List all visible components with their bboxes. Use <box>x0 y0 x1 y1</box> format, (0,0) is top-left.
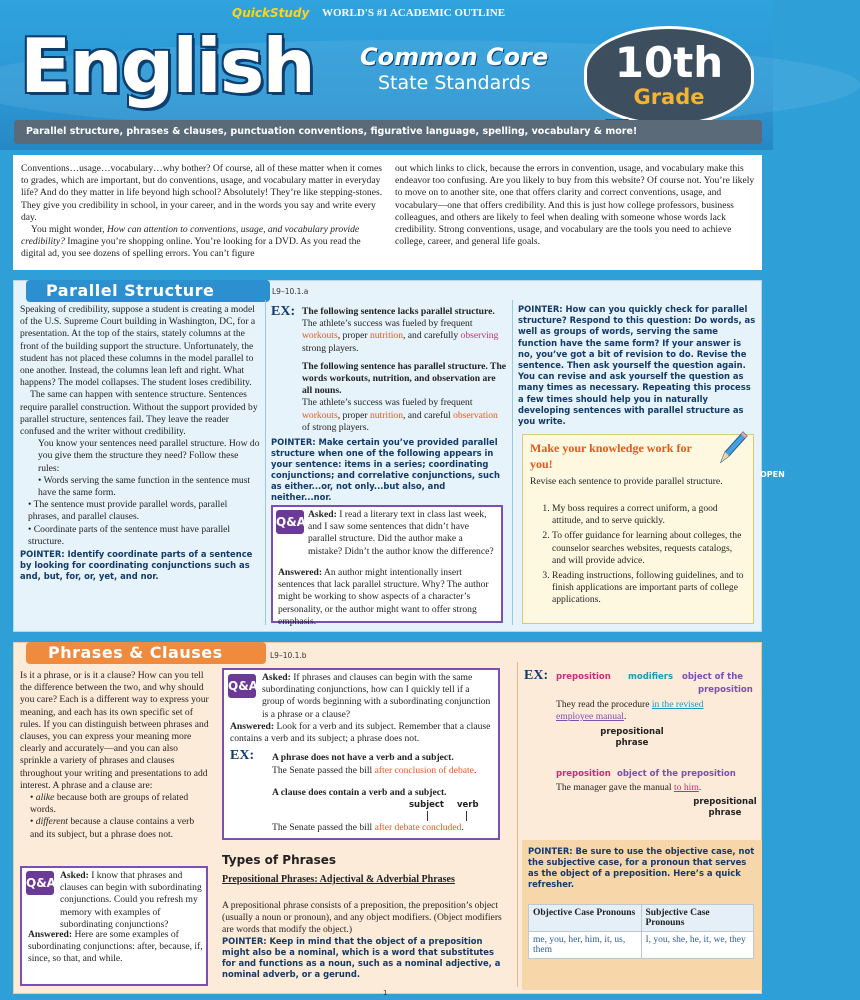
make-knowledge-title: Make your knowledge work for you! <box>530 441 692 471</box>
intro-paragraph-3: out which links to click, because the errors in convention, usage, and vocabulary make this endeavor too confusing. Are you likely to buy from this website? Of course not. You’re likely to move on to another site, one that offers clarity and correct conventions, usage, and vocabulary—one that offers credibility. And this is just how college professors, business colleagues, and others are likely to feel when dealing with someone whose words lack credibility. Strong conventions, usage, and vocabulary are the tools you need to achieve college, career, and general life goals. <box>395 163 755 248</box>
col3-pointer: POINTER: How can you quickly check for parallel structure? Respond to this question: Do words, as well as groups of words, serving the same function have the same form? If your answer is no, you’ve got a bit of revision to do. Revise the sentence. Then ask yourself the question again. You can revise and ask yourself the question as many times as necessary. Repeating this process a few times should help you in naturally developing sentences with parallel structure as you write. <box>518 304 756 427</box>
table-header: Objective Case Pronouns <box>529 905 642 932</box>
parallel-col1-p3: You know your sentences need parallel structure. How do you give them the structure they need? Follow these rules: <box>38 438 260 474</box>
qa1-q: I know that phrases and clauses can begin with subordinating conjunctions. Could you refresh my memory with examples of subordinating conjunctions? <box>60 870 202 930</box>
state-standards-title: State Standards <box>378 72 531 94</box>
s1-in: in the revised <box>651 699 704 710</box>
qa-answer: An author might intentionally insert sentences that lack parallel structure. Why? The author might be working to show aspects of a character’s personality, or the author might want to offer strong emphasis. <box>278 567 489 627</box>
ex1-w1: workouts <box>302 330 338 342</box>
clause-ex-sentence <box>272 822 497 834</box>
clause-ex-a: The Senate passed the bill <box>272 822 375 833</box>
ex1-head: The following sentence lacks parallel structure. <box>302 306 495 317</box>
phrases-intro: Is it a phrase, or is it a clause? How can you tell the difference between the two, and why should you care? Each is a different way to express your meaning, and each has its own specific set of rules. If you can distinguish between phrases and clauses, you can express your meaning more clearly and accurately—and you can also sprinkle a variety of phrases and clauses throughout your writing and presentations to add interest. A phrase and a clause are: <box>20 670 209 791</box>
ex1-a: The athlete’s success was fueled by frequent <box>302 318 473 330</box>
open-label: OPEN <box>760 470 785 479</box>
table-header: Subjective Case Pronouns <box>641 905 754 932</box>
label-prepositional-phrase-2: prepositional phrase <box>693 797 757 818</box>
ex1-w2: nutrition <box>369 330 403 342</box>
parallel-examples <box>302 306 507 434</box>
phrases-title: Phrases & Clauses <box>48 643 223 662</box>
page-number: 1 <box>383 989 388 997</box>
intro-column-1 <box>21 163 383 261</box>
intro-p2-em: How can attention to conventions, usage, and vocabulary provide credibility? <box>21 224 360 248</box>
ex-label: EX: <box>271 304 296 319</box>
rule-1-text: Words serving the same function in the sentence must have the same form. <box>38 474 251 499</box>
make-knowledge-intro: Revise each sentence to provide parallel structure. <box>530 476 723 487</box>
prep-paragraph: A prepositional phrase consists of a preposition, the preposition’s object (usually a noun or pronoun), and any object modifiers. (Object modifiers are words that modify the object.) <box>222 900 502 936</box>
label-prepositional-phrase: prepositional phrase <box>600 727 664 748</box>
label-object-2: preposition <box>698 685 753 695</box>
grade-word: Grade <box>633 85 705 109</box>
table-cell: I, you, she, he, it, we, they <box>641 932 754 959</box>
qa-parallel-text <box>308 509 498 558</box>
types-title: Types of Phrases <box>222 853 337 867</box>
label-preposition: preposition <box>556 672 611 682</box>
qa2-a: Look for a verb and its subject. Remember that a clause contains a verb and its subject; a phrase does not. <box>230 721 491 745</box>
qa1-question <box>60 870 204 931</box>
bullet-alike: • alike because both are groups of related words. <box>30 792 189 816</box>
mk-item-3: 3. Reading instructions, following guidelines, and to finish applications are important parts of college applications. <box>552 570 745 607</box>
rule-2: • The sentence must provide parallel words, parallel phrases, and parallel clauses. <box>28 499 228 523</box>
qa2-answered: Answered: <box>230 721 275 732</box>
pencil-icon <box>715 428 749 468</box>
intro-panel <box>13 155 762 270</box>
pronoun-table <box>528 904 754 959</box>
different-text: because a clause contains a verb and its subject, but a phrase does not. <box>30 816 195 840</box>
clause-ex-b: . <box>461 822 464 833</box>
label-verb: verb <box>457 800 479 810</box>
rule-2-text: The sentence must provide parallel words, parallel phrases, and parallel clauses. <box>28 499 228 523</box>
ex1-d: strong players. <box>302 342 359 354</box>
divider <box>517 662 518 987</box>
mk-item-1: 1. My boss requires a correct uniform, a good attitude, and to serve quickly. <box>552 503 745 527</box>
label-preposition-2: preposition <box>556 769 611 779</box>
qa-parallel-answer <box>278 567 498 628</box>
ex1-sentence <box>302 318 507 355</box>
make-knowledge-list <box>530 503 745 607</box>
parallel-structure-title: Parallel Structure <box>46 281 215 300</box>
ex2-a: The athlete’s success was fueled by frequent <box>302 397 473 409</box>
qa2-q: If phrases and clauses can begin with the same subordinating conjunctions, how can I quickly tell if a group of words beginning with a subordinating conjunction is a phrase or a clause? <box>262 672 491 720</box>
ex-label: EX: <box>524 668 549 683</box>
parallel-col1-p1: Speaking of credibility, suppose a student is creating a model of the U.S. Supreme Court building in Washington, DC, for a presentation. At the top of the stairs, stately columns at the front of the building support the structure. Unfortunately, the student has not placed these columns in the model parallel to one another. Instead, the columns lean left and right. What happens? The model collapses. The student loses credibility. <box>20 304 256 389</box>
page-title: English <box>20 22 314 110</box>
clause-ex-head: A clause does contain a verb and a subject. <box>272 787 447 798</box>
ex2-sentence <box>302 397 507 434</box>
ex2-head: The following sentence has parallel structure. The words workouts, nutrition, and observation are all nouns. <box>302 360 507 397</box>
rule-3-text: Coordinate parts of the sentence must have parallel structure. <box>28 523 231 547</box>
qa-question: I read a literary text in class last week, and I saw some sentences that didn’t have parallel structure. Did the author make a mistake? Didn’t the author know the difference? <box>308 509 494 557</box>
s2-o: to him <box>674 782 699 793</box>
grade-number: 10th <box>614 38 724 87</box>
qa2-asked: Asked: <box>262 672 291 683</box>
objective-case-pointer: POINTER: Be sure to use the objective case, not the subjective case, for a pronoun that serves as the object of a preposition. Here’s a quick refresher. <box>528 846 755 889</box>
qa-badge: Q&A <box>276 510 304 534</box>
brand-logo: QuickStudy <box>232 6 310 20</box>
alike-text: because both are groups of related words. <box>30 792 189 816</box>
prep-sentence-1 <box>556 699 756 723</box>
rule-1: • Words serving the same function in the sentence must have the same form. <box>38 474 251 499</box>
intro-p2-b: Imagine you’re shopping online. You’re looking for a DVD. As you read the digital ad, you see dozens of spelling errors. You can’t figure <box>21 236 361 260</box>
phrases-col1 <box>20 670 210 841</box>
ex2-w2: nutrition <box>369 409 403 421</box>
different-em: different <box>35 816 68 828</box>
ex1-c: , and carefully <box>403 330 461 342</box>
qa1-a: Here are some examples of subordinating conjunctions: after, because, if, since, so that, and while. <box>28 929 203 965</box>
subtitle: Parallel structure, phrases & clauses, punctuation conventions, figurative language, spelling, vocabulary & more! <box>26 126 638 137</box>
s1-em: employee manual <box>556 711 624 723</box>
ex2-w3: observation <box>453 409 498 421</box>
label-object-3: object of the preposition <box>617 769 736 779</box>
common-core-title: Common Core <box>360 43 549 71</box>
tagline: WORLD'S #1 ACADEMIC OUTLINE <box>322 7 506 19</box>
intro-paragraph-1: Conventions…usage…vocabulary…why bother? Of course, all of these matter when it comes to grades, which are important, but do conventions, usage, and vocabulary matter in everyday life? And do they matter in life beyond high school? Absolutely! They’re like stepping-stones. They give you credibility in school, in your career, and in the words you say and write every day. <box>21 163 383 223</box>
qa2-answer <box>230 721 494 745</box>
qa-badge: Q&A <box>26 871 54 895</box>
qa-answered: Answered: <box>278 567 323 578</box>
divider <box>265 300 266 625</box>
label-subject: subject <box>409 800 444 810</box>
ex2-c: , and careful <box>403 409 454 421</box>
phrase-ex-a: The Senate passed the bill <box>272 765 375 776</box>
ex2-d: of strong players. <box>302 421 369 433</box>
ex1-w3: observing <box>460 330 499 342</box>
grade-badge <box>584 26 754 126</box>
qa2-question <box>262 672 494 721</box>
qa-badge: Q&A <box>228 674 256 698</box>
pointer-2: POINTER: Make certain you’ve provided parallel structure when one of the following appears in your sentence: items in a series; coordinating conjunctions; and correlative conjunctions, such as either...or, not only...but also, and neither...nor. <box>271 437 500 502</box>
parallel-col1 <box>20 304 260 582</box>
qa1-answered: Answered: <box>28 929 73 940</box>
bullet-different: • different because a clause contains a verb and its subject, but a phrase does not. <box>30 816 195 840</box>
s2-b: . <box>698 782 702 793</box>
ex2-b: , proper <box>337 409 370 421</box>
mk-item-2: 2. To offer guidance for learning about colleges, the counselor searches websites, requests catalogs, and will provide advice. <box>552 530 745 567</box>
ex-label: EX: <box>230 748 255 763</box>
pointer-1: POINTER: Identify coordinate parts of a sentence by looking for coordinating conjunctions such as and, but, for, or, yet, and nor. <box>20 549 253 582</box>
prep-title: Prepositional Phrases: Adjectival & Adverbial Phrases <box>222 874 455 885</box>
table-cell: me, you, her, him, it, us, them <box>529 932 642 959</box>
table-row <box>529 932 754 959</box>
phrase-ex-sentence <box>272 765 497 777</box>
label-modifiers: modifiers <box>628 672 674 682</box>
phrase-ex-o: after conclusion of debate <box>374 765 474 776</box>
qa1-answer <box>28 929 204 966</box>
qa1-asked: Asked: <box>60 870 89 881</box>
s2-a: The manager gave the manual <box>556 782 675 793</box>
prep-pointer: POINTER: Keep in mind that the object of a preposition might also be a nominal, which is a word that substitutes for and functions as a noun, such as a nominal adjective, a nominal adverb, or a gerund. <box>222 936 501 979</box>
prep-sentence-2 <box>556 782 756 794</box>
header-banner <box>0 0 773 150</box>
divider <box>512 300 513 625</box>
rule-3: • Coordinate parts of the sentence must have parallel structure. <box>28 523 231 547</box>
subject-pointer-line <box>427 811 428 821</box>
verb-pointer-line <box>466 811 467 821</box>
ex2-w1: workouts <box>302 409 338 421</box>
intro-paragraph-2 <box>21 224 383 261</box>
phrase-ex-b: . <box>473 765 477 776</box>
s1-a: They read the procedure <box>556 699 652 710</box>
parallel-structure-code: L9–10.1.a <box>272 287 309 296</box>
clause-ex-o: after debate concluded <box>374 822 462 833</box>
s1-b: . <box>623 711 627 723</box>
alike-em: alike <box>35 792 55 804</box>
ex1-b: , proper <box>337 330 370 342</box>
parallel-col1-p2: The same can happen with sentence structure. Sentences require parallel construction. Without the support provided by parallel structure, sentences fail. They leave the reader confused and the writer without credibility. <box>20 389 258 438</box>
phrases-code: L9–10.1.b <box>270 651 307 660</box>
phrase-ex-head: A phrase does not have a verb and a subject. <box>272 752 454 763</box>
label-object-1: object of the <box>682 672 744 682</box>
table-header-row <box>529 905 754 932</box>
qa-asked: Asked: <box>308 509 337 520</box>
intro-p2-a: You might wonder, <box>31 224 107 236</box>
